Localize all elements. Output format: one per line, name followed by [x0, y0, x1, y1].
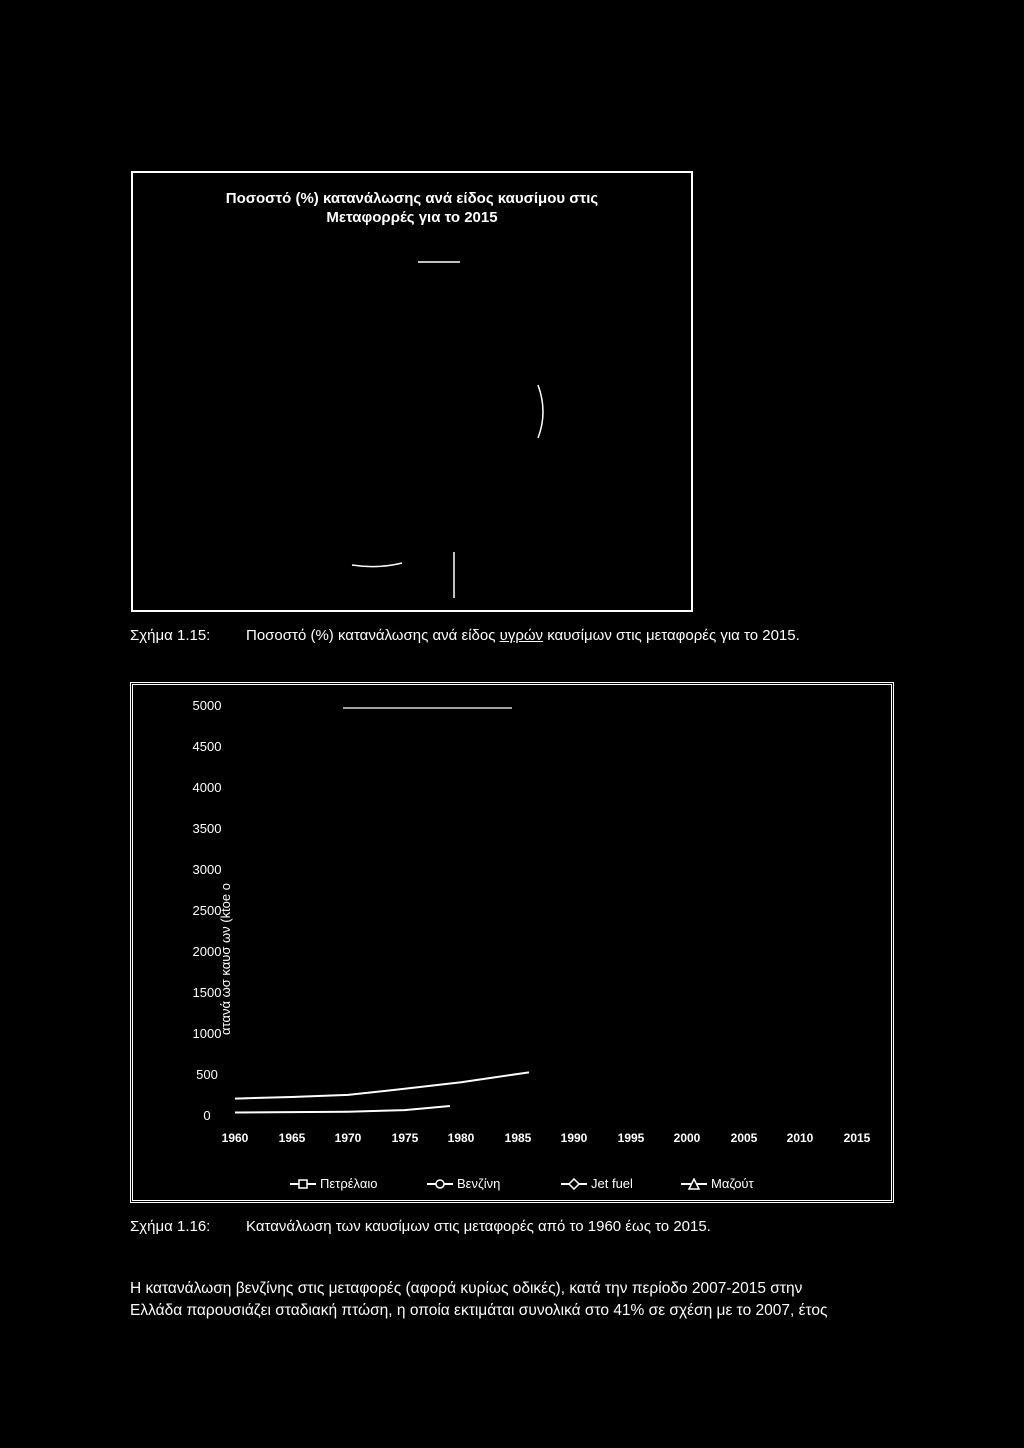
x-tick-1980: 1980 [447, 1131, 475, 1145]
legend-square-marker-icon [290, 1178, 316, 1190]
body-paragraph-line1: Η κατανάλωση βενζίνης στις μεταφορές (αφορά κυρίως οδικές), κατά την περίοδο 2007-2015 στην [130, 1280, 803, 1297]
series-line-gasoline [235, 1072, 529, 1098]
legend-item-fuel-oil [681, 1176, 754, 1191]
legend-label-fuel-oil: Μαζούτ [711, 1176, 754, 1191]
x-tick-2000: 2000 [673, 1131, 701, 1145]
legend-item-jet-fuel [561, 1176, 633, 1191]
y-tick-2000: 2000 [192, 944, 222, 959]
x-tick-1985: 1985 [504, 1131, 532, 1145]
legend-diamond-marker-icon [561, 1178, 587, 1190]
x-tick-1965: 1965 [278, 1131, 306, 1145]
legend-triangle-marker-icon [681, 1178, 707, 1190]
body-paragraph-line2: Ελλάδα παρουσιάζει σταδιακή πτώση, η οποία εκτιμάται συνολικά στο 41% σε σχέση με το 2007, έτος [130, 1302, 828, 1319]
y-tick-4000: 4000 [192, 780, 222, 795]
legend-item-gasoline [427, 1176, 500, 1191]
legend-label-diesel: Πετρέλαιο [320, 1176, 378, 1191]
legend-label-jet-fuel: Jet fuel [591, 1176, 633, 1191]
figure-1-15-caption-underlined: υγρών [499, 627, 544, 644]
figure-1-16-caption-label: Σχήμα 1.16: [130, 1218, 211, 1235]
y-tick-4500: 4500 [192, 739, 222, 754]
y-tick-500: 500 [196, 1067, 218, 1082]
x-tick-1970: 1970 [334, 1131, 362, 1145]
legend-circle-marker-icon [427, 1178, 453, 1190]
y-tick-1500: 1500 [192, 985, 222, 1000]
x-tick-1975: 1975 [391, 1131, 419, 1145]
x-tick-1960: 1960 [221, 1131, 249, 1145]
x-tick-1990: 1990 [560, 1131, 588, 1145]
y-tick-2500: 2500 [192, 903, 222, 918]
y-tick-0: 0 [203, 1108, 211, 1123]
y-tick-3500: 3500 [192, 821, 222, 836]
pie-chart-title-line1: Ποσοστό (%) κατανάλωσης ανά είδος καυσίμου στις [225, 190, 599, 207]
y-tick-3000: 3000 [192, 862, 222, 877]
x-tick-2015: 2015 [843, 1131, 871, 1145]
series-line-diesel [235, 1106, 450, 1113]
y-tick-5000: 5000 [192, 698, 222, 713]
x-tick-2005: 2005 [730, 1131, 758, 1145]
figure-1-16-caption [130, 1218, 711, 1235]
pie-chart-title-line2: Μεταφορρές για το 2015 [326, 209, 498, 226]
legend-label-gasoline: Βενζίνη [457, 1176, 501, 1191]
legend-item-diesel [290, 1176, 377, 1191]
figure-1-15-caption-pre: Ποσοστό (%) κατανάλωσης ανά είδος [246, 627, 500, 644]
x-tick-1995: 1995 [617, 1131, 645, 1145]
figure-1-15-caption-post: καυσίμων στις μεταφορές για το 2015. [543, 627, 800, 644]
figure-1-16-caption-text: Κατανάλωση των καυσίμων στις μεταφορές από το 1960 έως το 2015. [246, 1218, 711, 1235]
y-axis-label: ατανά ωσ καυσ ων (ktoe ο [218, 883, 233, 1036]
figure-1-15-caption-label: Σχήμα 1.15: [130, 627, 211, 644]
y-tick-1000: 1000 [192, 1026, 222, 1041]
x-tick-2010: 2010 [786, 1131, 814, 1145]
